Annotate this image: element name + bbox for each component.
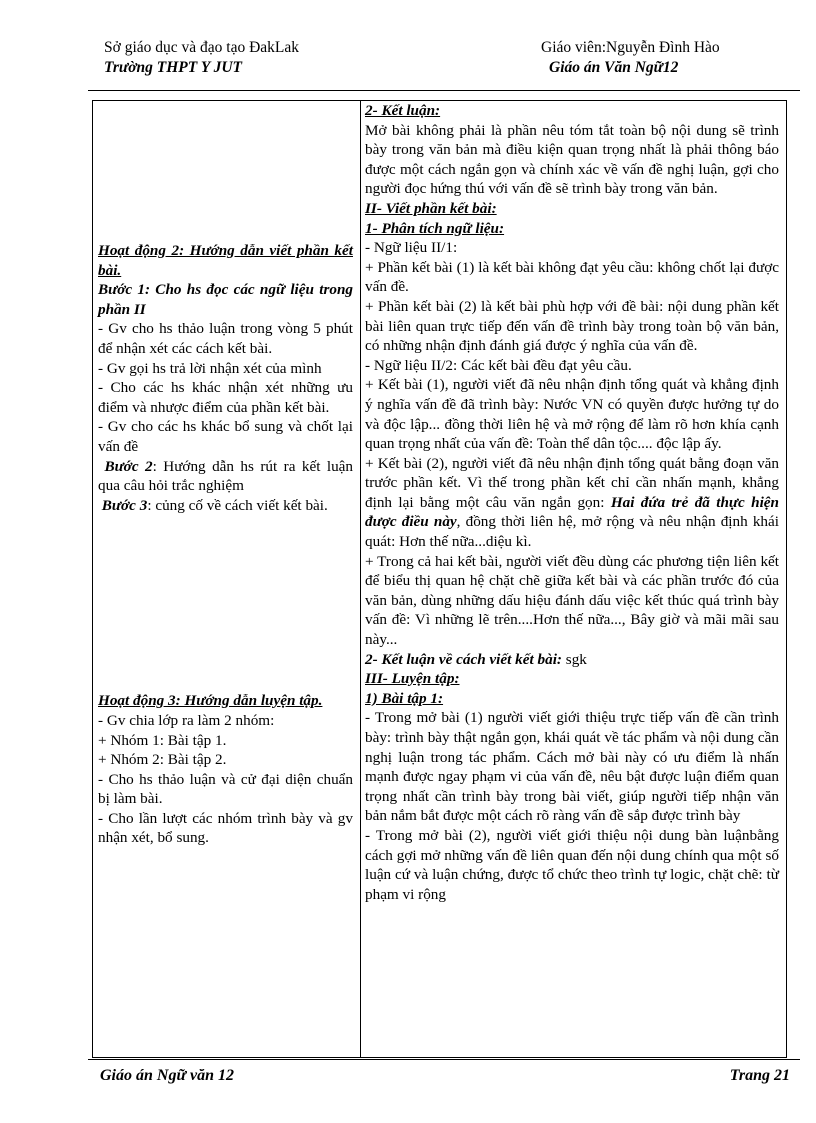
content-line: - Ngữ liệu II/2: Các kết bài đều đạt yêu cầu. — [365, 356, 632, 374]
activity-2-line: - Cho các hs khác nhận xét những ưu điểm và nhược điểm của phần kết bài. — [98, 379, 353, 416]
activity-2-step-2 — [98, 457, 353, 496]
lesson-table — [92, 100, 787, 1058]
activity-2-line: - Gv cho các hs khác bổ sung và chốt lại vấn đề — [98, 418, 353, 455]
activity-2-title: Hoạt động 2: Hướng dẫn viết phần kết bài. — [98, 242, 353, 279]
column-separator — [360, 101, 361, 1057]
step-2-text: : Hướng dẫn hs rút ra kết luận qua câu hỏi trắc nghiệm — [98, 457, 353, 495]
activity-2-line: - Gv gọi hs trả lời nhận xét của mình — [98, 359, 322, 377]
text-part: , đồng thời liên hệ, mở rộng và nêu nhận định khái quát: Hơn thế nữa...diệu kì. — [365, 513, 779, 551]
activity-2-line: - Gv cho hs thảo luận trong vòng 5 phút để nhận xét các cách kết bài. — [98, 320, 353, 357]
lesson-content-column — [365, 101, 779, 904]
activity-3-line: + Nhóm 2: Bài tập 2. — [98, 751, 227, 769]
content-line: + Trong cả hai kết bài, người viết đều dùng các phương tiện liên kết để biểu thị quan hệ chặt chẽ giữa kết bài và các phần trước đó của văn bản, dùng những dấu hiệu đánh dấu việc kết thúc quá trình bày vấn đề: Vì những lẽ trên....Hơn thế nữa..., Bây giờ và mãi mãi sau này... — [365, 552, 779, 649]
activity-2-step-1: Bước 1: Cho hs đọc các ngữ liệu trong phần II — [98, 281, 353, 318]
footer-title: Giáo án Ngữ văn 12 — [100, 1067, 235, 1084]
content-line: - Trong mở bài (1) người viết giới thiệu trực tiếp vấn đề cần trình bày: trình bày thật ngắn gọn, khái quát về tác phẩm và nội dung cần nghị luận trong tác phẩm. Cách mở bài này có ưu điểm là nhấn mạnh được ngay phạm vi của vấn đề, nêu bật được luận điểm quan trọng nhất cần trình bày trong bài viết, giúp người tiếp nhận văn bản nắm bắt được một cách rõ ràng vấn đề sắp được trình bày — [365, 709, 779, 825]
content-line: + Phần kết bài (2) là kết bài phù hợp với đề bài: nội dung phần kết bài liên quan trực tiếp đến vấn đề trình bày trong toàn bộ văn bản, có những nhận định đánh giá được ý nghĩa của vấn đề. — [365, 297, 779, 355]
header-rule — [88, 90, 800, 91]
activity-3-line: - Cho lần lượt các nhóm trình bày và gv nhận xét, bổ sung. — [98, 809, 353, 847]
activity-3-line: - Gv chia lớp ra làm 2 nhóm: — [98, 711, 275, 729]
section-2-title: II- Viết phần kết bài: — [365, 199, 497, 217]
text-part: + Kết bài (2), người viết đã nêu nhận định tổng quát bằng đoạn văn trước phần kết. Vì thế trong phần kết chỉ cần nhấn mạnh, khẳng định lại bằng một câu văn ngắn gọn: — [365, 454, 779, 511]
content-line: + Phần kết bài (1) là kết bài không đạt yêu cầu: không chốt lại được vấn đề. — [365, 258, 779, 296]
teacher-activities-column — [98, 241, 353, 848]
school-name: Trường THPT Y JUT — [104, 59, 243, 76]
content-line: - Trong mở bài (2), người viết giới thiệu nội dung bàn luậnbằng cách gợi mở những vấn đề liên quan đến nội dung chính qua một số luận cứ và luận chứng, được tổ chức theo trình tự logic, chặt chẽ: từ phạm vi rộng — [365, 826, 779, 903]
conclusion-title: 2- Kết luận: — [365, 102, 441, 119]
subtitle-text: sgk — [561, 650, 587, 668]
activity-3-line: + Nhóm 1: Bài tập 1. — [98, 731, 227, 749]
spacer — [98, 515, 353, 691]
step-2-label: Bước 2 — [104, 457, 153, 475]
footer-rule — [88, 1059, 800, 1060]
subtitle-label: 2- Kết luận về cách viết kết bài: — [365, 650, 562, 668]
step-3-text: : củng cố về cách viết kết bài. — [147, 496, 328, 514]
activity-3-title: Hoạt động 3: Hướng dẫn luyện tập. — [98, 692, 323, 710]
page-number: Trang 21 — [729, 1067, 790, 1084]
content-line: - Ngữ liệu II/1: — [365, 239, 458, 257]
section-2-subtitle-2 — [365, 650, 779, 670]
conclusion-text: Mở bài không phải là phần nêu tóm tắt toàn bộ nội dung sẽ trình bày trong văn bản mà điều kiện quan trọng nhất là phải thông báo được một cách ngắn gọn và chính xác về vấn đề nghị luận, gợi cho người đọc hứng thú với vấn đề sẽ trình bày trong văn bản. — [365, 121, 779, 198]
content-line: + Kết bài (1), người viết đã nêu nhận định tổng quát và khẳng định ý nghĩa vấn đề đã trình bày: Nước VN có quyền được hưởng tự do và độc lập... đồng thời liên hệ và mở rộng để làm rõ hơn khía cạnh quan trọng nhất của vấn đề: Toàn thể dân tộc.... độc lập ấy. — [365, 376, 779, 453]
teacher-name: Giáo viên:Nguyễn Đình Hào — [541, 39, 720, 56]
activity-3-line: - Cho hs thảo luận và cử đại diện chuẩn bị làm bài. — [98, 770, 353, 808]
document-title: Giáo án Văn Ngữ12 — [549, 59, 679, 76]
section-3-title: III- Luyện tập: — [365, 670, 460, 688]
exercise-1-title: 1) Bài tập 1: — [365, 689, 444, 707]
content-line — [365, 454, 779, 552]
step-3-label: Bước 3 — [101, 496, 148, 514]
section-2-subtitle-1: 1- Phân tích ngữ liệu: — [365, 219, 505, 237]
activity-2-step-3 — [98, 496, 353, 516]
department-name: Sở giáo dục và đạo tạo ĐakLak — [104, 39, 299, 56]
emphasis-text: Hai đứa trẻ đã thực hiện được điều này — [365, 493, 779, 531]
